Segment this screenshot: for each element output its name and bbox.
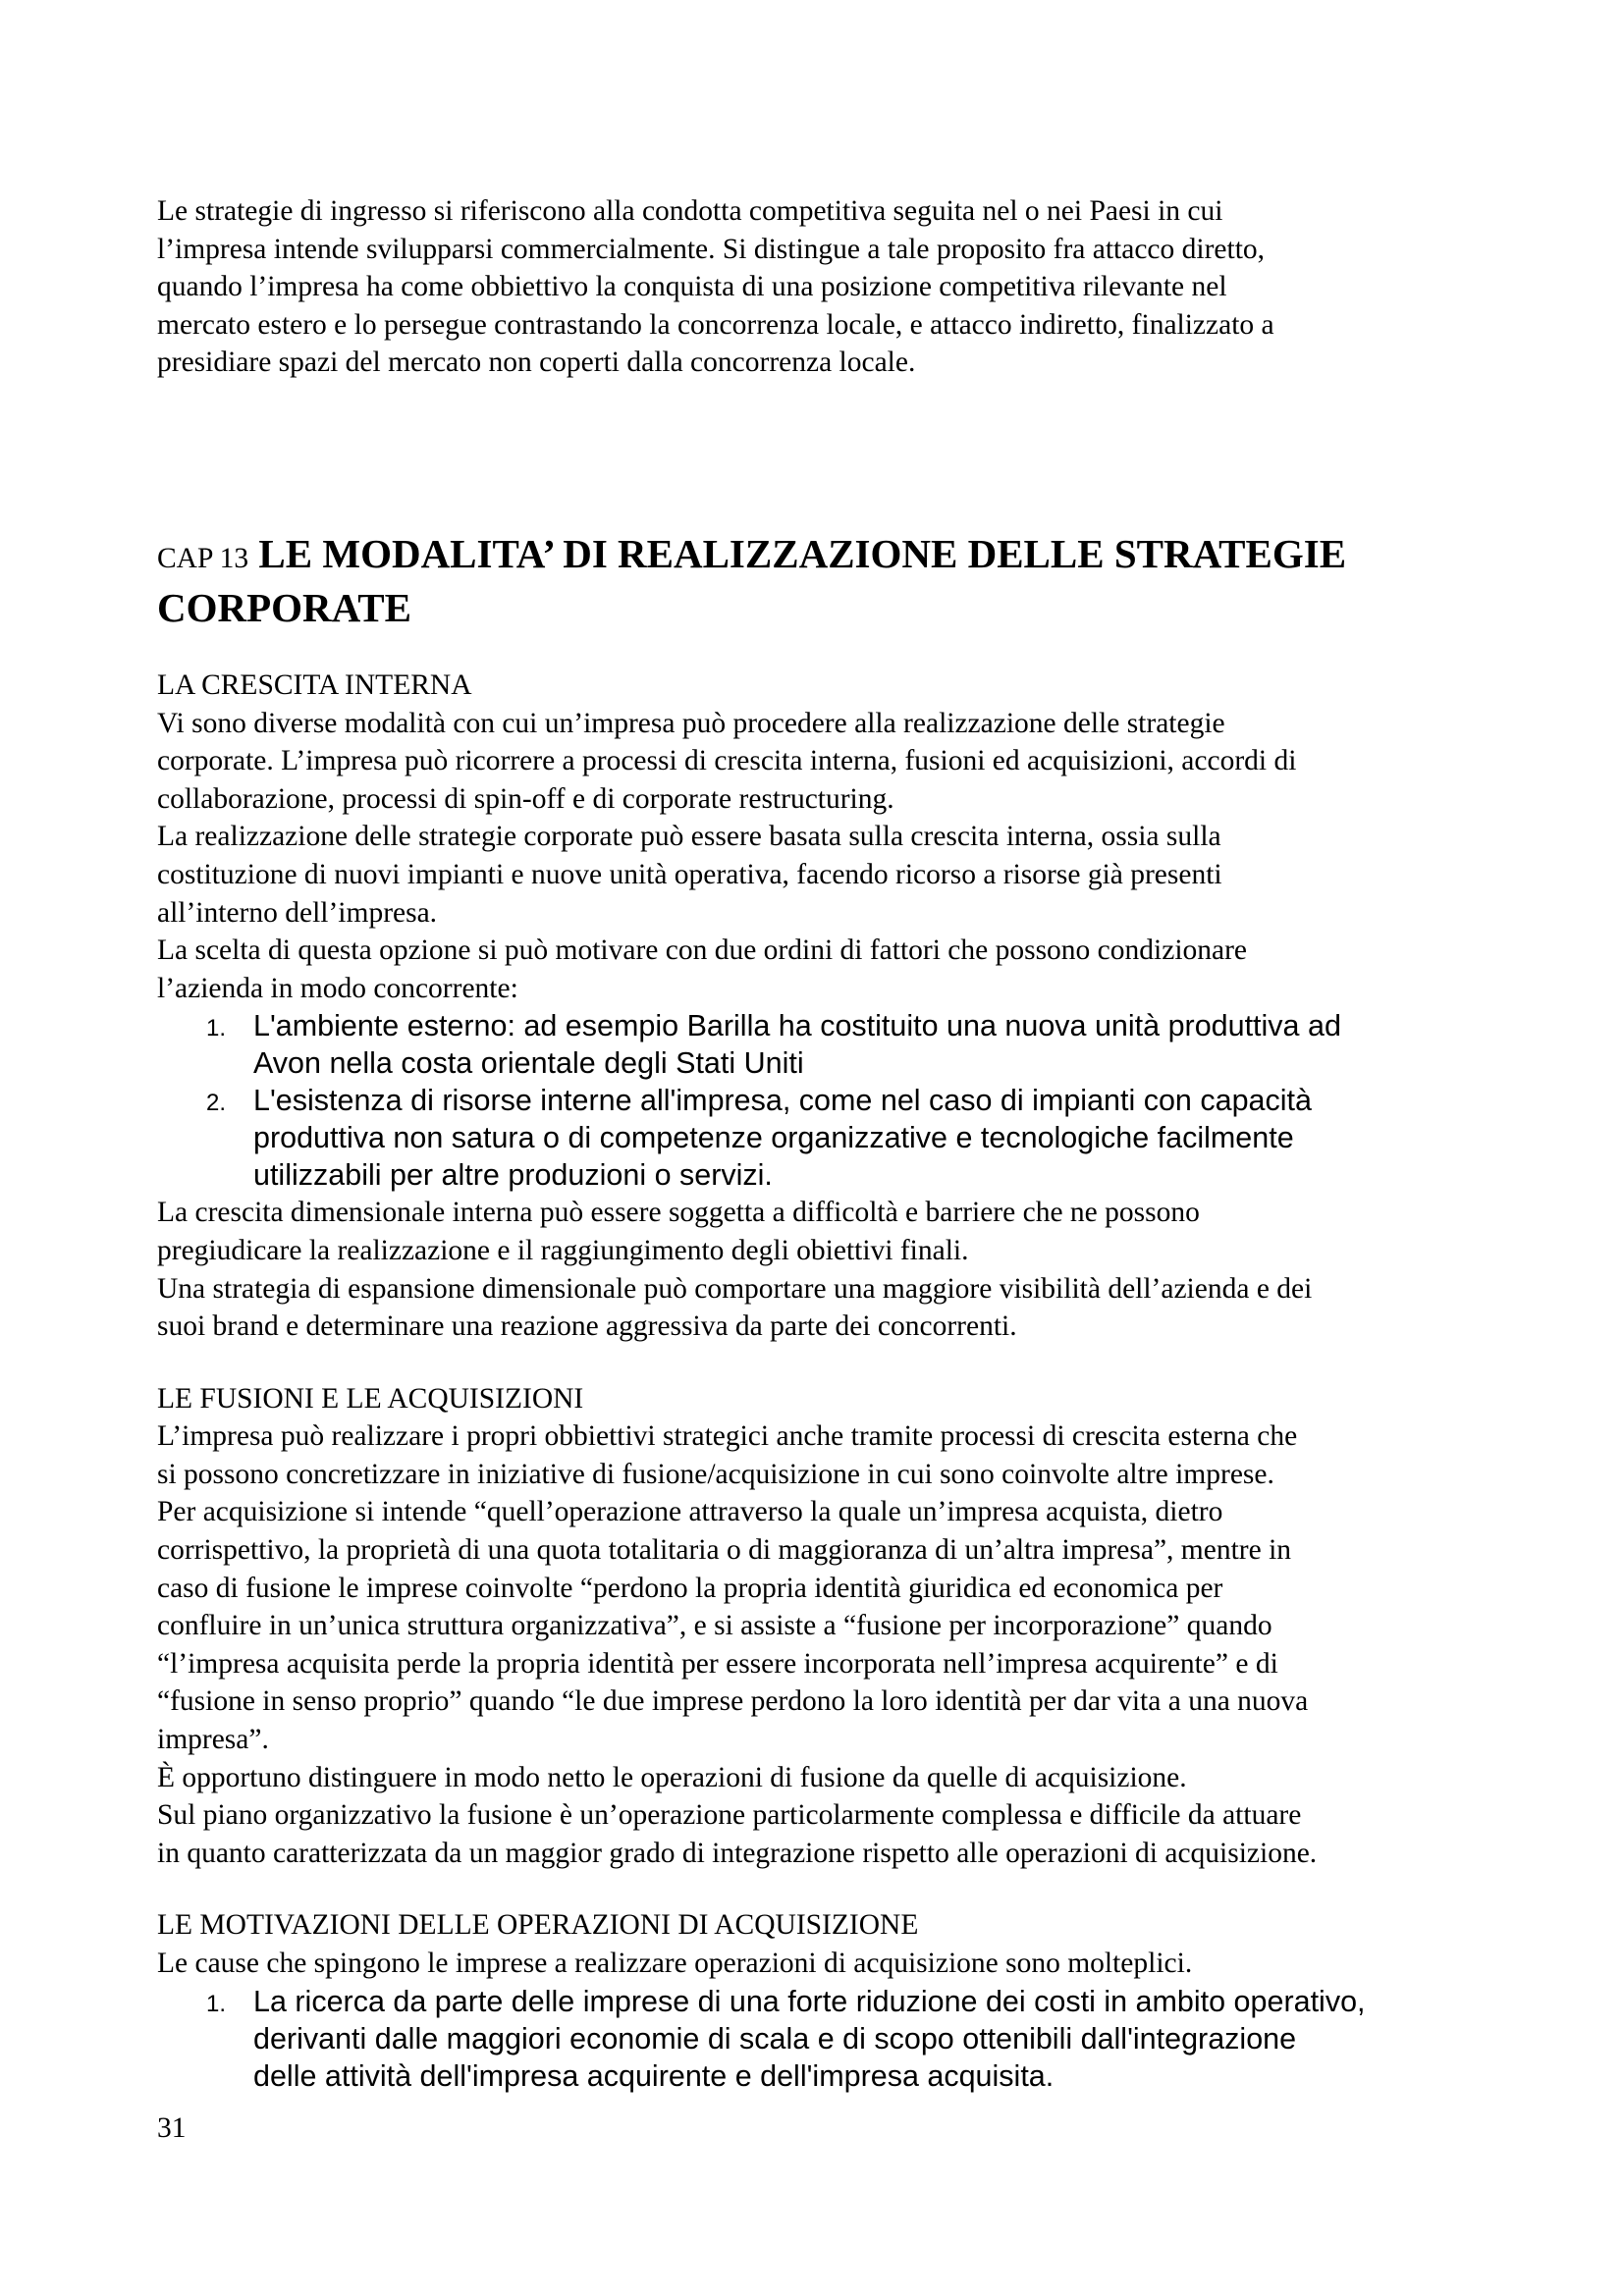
text-line: corrispettivo, la proprietà di una quota totalitaria o di maggioranza di un’altra impresa”, mentre in xyxy=(157,1534,1292,1567)
list-item-line: Avon nella costa orientale degli Stati Uniti xyxy=(253,1046,804,1081)
text-line: si possono concretizzare in iniziative di fusione/acquisizione in cui sono coinvolte altre imprese. xyxy=(157,1458,1274,1490)
list-number: 1. xyxy=(206,1015,227,1042)
intro-paragraph xyxy=(157,192,1488,382)
text-line: È opportuno distinguere in modo netto le operazioni di fusione da quelle di acquisizione. xyxy=(157,1761,1187,1793)
text-line: all’interno dell’impresa. xyxy=(157,896,438,929)
text-line: Vi sono diverse modalità con cui un’impresa può procedere alla realizzazione delle strategie xyxy=(157,707,1225,739)
list-number: 1. xyxy=(206,1990,227,2017)
numbered-list xyxy=(157,1983,1488,2095)
text-line: La realizzazione delle strategie corporate può essere basata sulla crescita interna, ossia sulla xyxy=(157,821,1221,853)
text-line: Per acquisizione si intende “quell’operazione attraverso la quale un’impresa acquista, dietro xyxy=(157,1496,1223,1528)
numbered-list xyxy=(157,1007,1488,1194)
list-item xyxy=(157,1007,1488,1082)
text-line: l’impresa intende svilupparsi commercialmente. Si distingue a tale proposito fra attacco diretto, xyxy=(157,233,1266,265)
text-line: pregiudicare la realizzazione e il raggiungimento degli obiettivi finali. xyxy=(157,1234,969,1266)
text-line: Sul piano organizzativo la fusione è un’operazione particolarmente complessa e difficile da attuare xyxy=(157,1799,1302,1832)
text-line: Una strategia di espansione dimensionale può comportare una maggiore visibilità dell’azienda e dei xyxy=(157,1272,1313,1305)
chapter-title xyxy=(157,529,1488,632)
text-line: La scelta di questa opzione si può motivare con due ordini di fattori che possono condizionare xyxy=(157,934,1248,967)
page-number: 31 xyxy=(157,2112,187,2144)
text-line: suoi brand e determinare una reazione aggressiva da parte dei concorrenti. xyxy=(157,1310,1017,1343)
chapter-title-line1: LE MODALITA’ DI REALIZZAZIONE DELLE STRATEGIE xyxy=(258,530,1347,576)
text-line: impresa”. xyxy=(157,1724,269,1756)
list-item xyxy=(157,1983,1488,2095)
chapter-title-line2: CORPORATE xyxy=(157,584,411,630)
text-line: “l’impresa acquisita perde la propria identità per essere incorporata nell’impresa acquirente” e di xyxy=(157,1647,1278,1680)
section-fusioni-acquisizioni xyxy=(157,1380,1488,1873)
text-line: Le strategie di ingresso si riferiscono alla condotta competitiva seguita nel o nei Paesi in cui xyxy=(157,195,1223,227)
list-item-line: La ricerca da parte delle imprese di una forte riduzione dei costi in ambito operativo, xyxy=(253,1984,1366,2018)
text-line: presidiare spazi del mercato non coperti dalla concorrenza locale. xyxy=(157,347,916,379)
text-line: confluire in un’unica struttura organizzativa”, e si assiste a “fusione per incorporazione” quando xyxy=(157,1610,1272,1642)
text-line: corporate. L’impresa può ricorrere a processi di crescita interna, fusioni ed acquisizioni, accordi di xyxy=(157,745,1297,777)
section-heading: LE MOTIVAZIONI DELLE OPERAZIONI DI ACQUISIZIONE xyxy=(157,1909,919,1942)
text-line: costituzione di nuovi impianti e nuove unità operativa, facendo ricorso a risorse già presenti xyxy=(157,858,1222,890)
list-item-line: L'esistenza di risorse interne all'impresa, come nel caso di impianti con capacità xyxy=(253,1084,1312,1118)
list-item-line: produttiva non satura o di competenze organizzative e tecnologiche facilmente xyxy=(253,1121,1294,1155)
text-line: L’impresa può realizzare i propri obbiettivi strategici anche tramite processi di crescita esterna che xyxy=(157,1420,1298,1453)
section-crescita-interna xyxy=(157,667,1488,1346)
text-line: l’azienda in modo concorrente: xyxy=(157,972,518,1004)
list-number: 2. xyxy=(206,1090,227,1117)
text-line: caso di fusione le imprese coinvolte “perdono la propria identità giuridica ed economica per xyxy=(157,1572,1223,1604)
text-line: mercato estero e lo persegue contrastando la concorrenza locale, e attacco indiretto, finalizzato a xyxy=(157,308,1274,341)
text-line: Le cause che spingono le imprese a realizzare operazioni di acquisizione sono molteplici. xyxy=(157,1948,1193,1979)
section-heading: LA CRESCITA INTERNA xyxy=(157,668,472,701)
list-item xyxy=(157,1082,1488,1194)
list-item-line: derivanti dalle maggiori economie di scala e di scopo ottenibili dall'integrazione xyxy=(253,2021,1297,2056)
text-line: “fusione in senso proprio” quando “le due imprese perdono la loro identità per dar vita a una nuova xyxy=(157,1685,1309,1718)
document-page xyxy=(157,192,1488,2095)
list-item-line: delle attività dell'impresa acquirente e dell'impresa acquisita. xyxy=(253,2058,1055,2093)
chapter-label: CAP 13 xyxy=(157,542,249,574)
section-heading: LE FUSIONI E LE ACQUISIZIONI xyxy=(157,1382,584,1415)
section-motivazioni-acquisizione xyxy=(157,1906,1488,2094)
text-line: in quanto caratterizzata da un maggior grado di integrazione rispetto alle operazioni di acquisizione. xyxy=(157,1837,1318,1869)
text-line: collaborazione, processi di spin-off e di corporate restructuring. xyxy=(157,782,894,815)
list-item-line: L'ambiente esterno: ad esempio Barilla ha costituito una nuova unità produttiva ad xyxy=(253,1009,1341,1043)
text-line: quando l’impresa ha come obbiettivo la conquista di una posizione competitiva rilevante nel xyxy=(157,271,1227,303)
text-line: La crescita dimensionale interna può essere soggetta a difficoltà e barriere che ne possono xyxy=(157,1197,1200,1229)
list-item-line: utilizzabili per altre produzioni o servizi. xyxy=(253,1158,773,1193)
